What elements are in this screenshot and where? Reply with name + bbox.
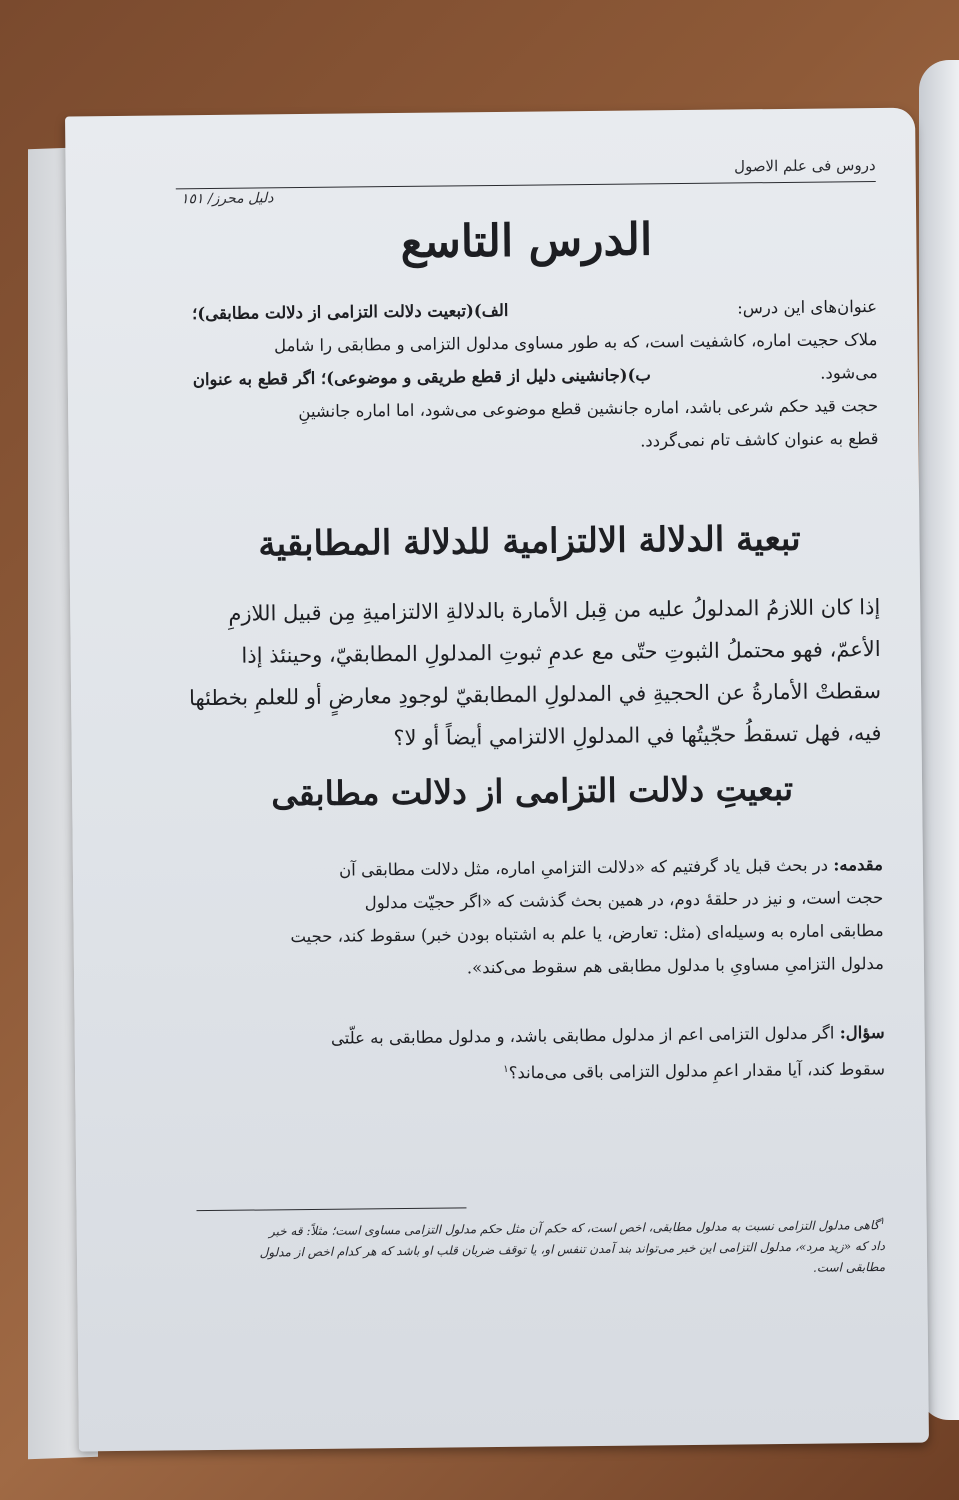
persian-heading: تبعیتِ دلالت التزامی از دلالت مطابقی: [270, 768, 794, 814]
arabic-line: سقطتْ الأمارةُ عن الحجيةِ في المدلولِ المطابقيّ لوجودِ معارضٍ أو للعلمِ بخطئها: [188, 678, 882, 711]
topic-alef: الف)(تبعیت دلالت التزامی از دلالت مطابقی)؛: [192, 300, 509, 324]
footnote-line: مطابقی است.: [812, 1259, 886, 1275]
footnote: [207, 1211, 886, 1285]
muqaddama-paragraph: [198, 848, 884, 987]
muqaddama-line: در بحث قبل یاد گرفتیم که «دلالت التزامیِ اماره، مثل دلالت مطابقی آن: [339, 855, 829, 880]
muqaddama-line: مطابقی اماره به وسیله‌ای (مثل: تعارض، یا علم به اشتباه بودن خبر) سقوط کند، حجیت: [290, 920, 884, 947]
footnote-reference: ١: [503, 1063, 509, 1075]
muqaddama-line: حجت است، و نیز در حلقهٔ دوم، در همین بحث گذشت که «اگر حجیّت مدلول: [364, 887, 884, 913]
lesson-topics: [192, 290, 879, 462]
question-paragraph: [200, 1016, 886, 1093]
arabic-line: فيه، فهل تسقطُ حجّيتُها في المدلولِ الالتزامي أيضاً أو لا؟: [393, 720, 882, 751]
footnote-rule: [196, 1207, 466, 1211]
footnote-line: داد که «زید مرد»، مدلول التزامی این خبر می‌تواند بند آمدن تنفس او، یا توقف ضربان قلب او باشد که هر کدام اخص از مدلول: [259, 1238, 885, 1260]
arabic-line: الأعمّ، فهو محتملُ الثبوتِ حتّى مع عدمِ ثبوتِ المدلولِ المطابقيّ، وحينئذ إذا: [241, 636, 881, 668]
question-line: سقوط کند، آیا مقدار اعمِ مدلول التزامی باقی می‌ماند؟: [508, 1059, 886, 1083]
muqaddama-line: مدلول التزامیِ مساویِ با مدلول مطابقی هم سقوط می‌کند».: [466, 953, 885, 978]
running-head: دروس فی علم الاصول: [734, 156, 876, 176]
footnote-line: گاهی مدلول التزامی نسبت به مدلول مطابقی، اخص است، که حکم آن مثل حکم مدلول التزامی مساوی است؛ مثلاً: قه خبر: [268, 1218, 880, 1239]
book-page: [65, 108, 929, 1452]
topic-line: قطع به عنوان کاشف تام نمی‌گردد.: [640, 428, 879, 451]
topic-line-start: می‌شود.: [820, 362, 878, 383]
arabic-line: إذا كان اللازمُ المدلولُ عليه من قِبل الأمارة بالدلالةِ الالتزاميةِ مِن قبيل اللازمِ: [228, 594, 881, 626]
question-line: اگر مدلول التزامی اعم از مدلول مطابقی باشد، و مدلول مطابقی به علّتی: [330, 1023, 835, 1048]
topic-be: ب)(جانشینی دلیل از قطع طریقی و موضوعی)؛ اگر قطع به عنوان: [192, 365, 651, 390]
arabic-paragraph: [188, 586, 882, 761]
topics-label: عنوان‌های این درس:: [737, 296, 878, 318]
lesson-title: الدرس التاسع: [400, 214, 653, 268]
page-folio: دلیل محرز/ ١٥١: [180, 190, 274, 208]
footnote-marker: ١: [879, 1215, 885, 1228]
muqaddama-label: مقدمه:: [833, 854, 884, 875]
topic-line: حجت قید حکم شرعی باشد، اماره جانشین قطع موضوعی می‌شود، اما اماره جانشینِ: [298, 395, 879, 422]
header-rule: [176, 181, 876, 189]
question-label: سؤال:: [839, 1022, 885, 1043]
arabic-heading: تبعية الدلالة الالتزامية للدلالة المطابقية: [258, 518, 801, 565]
topic-line: ملاک حجیت اماره، کاشفیت است، که به طور مساوی مدلول التزامی و مطابقی را شامل: [273, 329, 878, 356]
